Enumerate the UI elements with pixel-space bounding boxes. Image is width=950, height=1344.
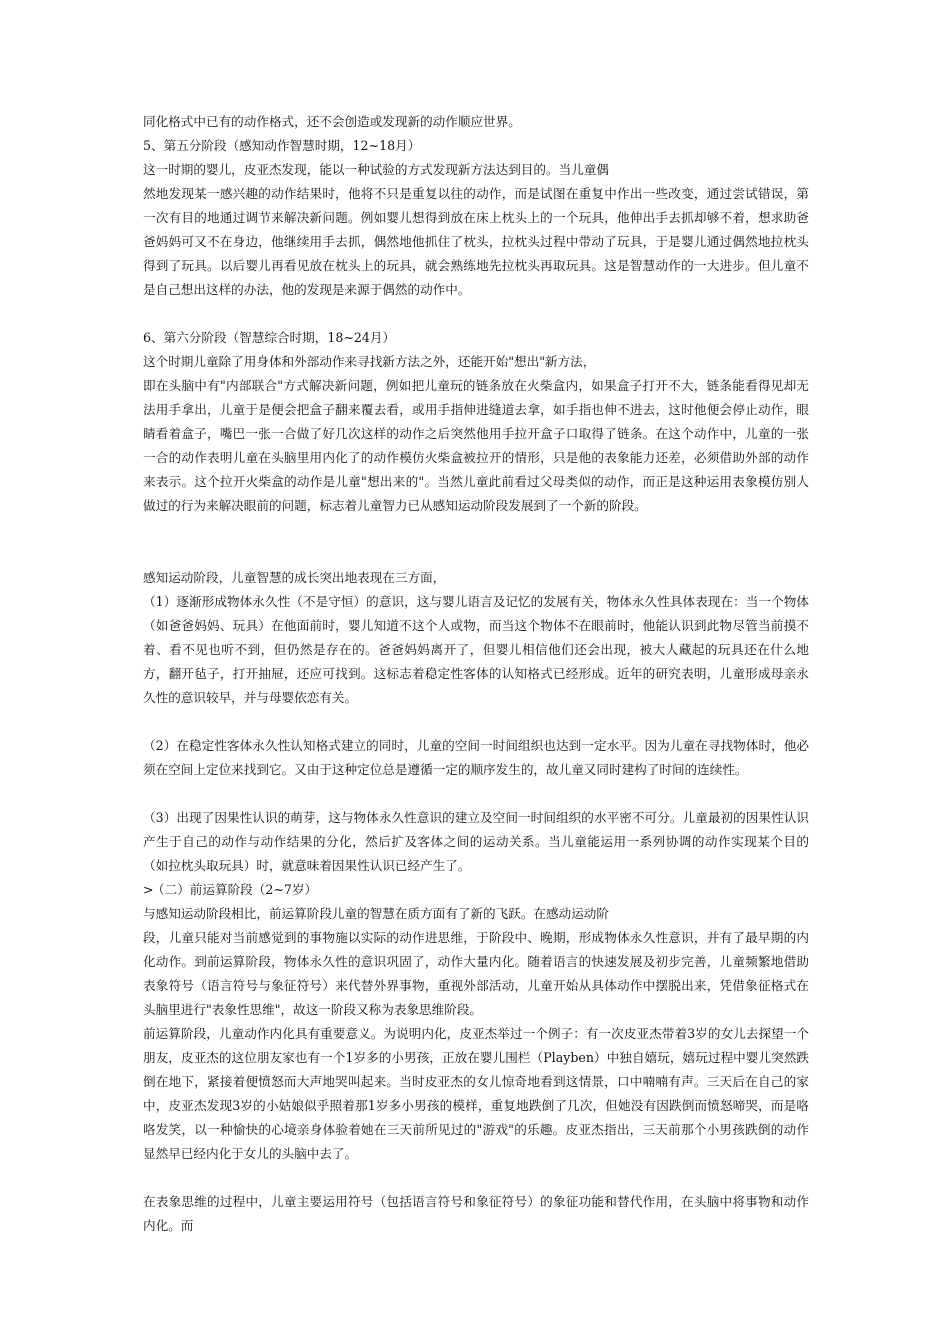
paragraph: 然地发现某一感兴趣的动作结果时，他将不只是重复以往的动作，而是试图在重复中作出一些改变，通过尝试错误，第一次有目的地通过调节来解决新问题。例如婴儿想得到放在床上枕头上的一个玩具，他伸出手去抓却够不着，想求助爸爸妈妈可又不在身边，他继续用手去抓，偶然地他抓住了枕头，拉枕头过程中带动了玩具，于是婴儿通过偶然地拉枕头得到了玩具。以后婴儿再看见放在枕头上的玩具，就会熟练地先拉枕头再取玩具。这是智慧动作的一大进步。但儿童不是自己想出这样的办法，他的发现是来源于偶然的动作中。 <box>143 186 809 297</box>
paragraph: 与感知运动阶段相比，前运算阶段儿童的智慧在质方面有了新的飞跃。在感动运动阶 <box>143 906 609 921</box>
paragraph: 在表象思维的过程中，儿童主要运用符号（包括语言符号和象征符号）的象征功能和替代作用，在头脑中将事物和动作内化。而 <box>143 1194 809 1233</box>
paragraph-point-2: （2）在稳定性客体永久性认知格式建立的同时，儿童的空间一时间组织也达到一定水平。因为儿童在寻找物体时，他必须在空间上定位来找到它。又由于这种定位总是遵循一定的顺序发生的，故儿童又同时建构了时间的连续性。 <box>143 738 809 777</box>
paragraph-point-1: （1）逐渐形成物体永久性（不是守恒）的意识，这与婴儿语言及记忆的发展有关，物体永久性具体表现在：当一个物体（如爸爸妈妈、玩具）在他面前时，婴儿知道不这个人或物，而当这个物体不在眼前时，他能认识到此物尽管当前摸不着、看不见也听不到，但仍然是存在的。爸爸妈妈离开了，但婴儿相信他们还会出现，被大人藏起的玩具还在什么地方，翻开毡子，打开抽屉，还应可找到。这标志着稳定性客体的认知格式已经形成。近年的研究表明，儿童形成母亲永久性的意识较早，并与母婴依恋有关。 <box>143 594 809 705</box>
paragraph: 同化格式中已有的动作格式，还不会创造或发现新的动作顺应世界。 <box>143 114 521 129</box>
paragraph: 这个时期儿童除了用身体和外部动作来寻找新方法之外，还能开始"想出"新方法， <box>143 354 596 369</box>
paragraph: 感知运动阶段，儿童智慧的成长突出地表现在三方面， <box>143 570 446 585</box>
paragraph: 前运算阶段，儿童动作内化具有重要意义。为说明内化，皮亚杰举过一个例子：有一次皮亚杰带着3岁的女儿去探望一个朋友，皮亚杰的这位朋友家也有一个1岁多的小男孩，正放在婴儿围栏（Playben）中独自嬉玩，嬉玩过程中婴儿突然跌倒在地下，紧接着便愤怒而大声地哭叫起来。当时皮亚杰的女儿惊奇地看到这情景，口中喃喃有声。三天后在自己的家中，皮亚杰发现3岁的小姑娘似乎照着那1岁多小男孩的模样，重复地跌倒了几次，但她没有因跌倒而愤怒啼哭，而是咯咯发笑，以一种愉快的心境亲身体验着她在三天前所见过的"游戏"的乐趣。皮亚杰指出，三天前那个小男孩跌倒的动作显然早已经内化于女儿的头脑中去了。 <box>143 1026 809 1161</box>
section-heading-stage-6: 6、第六分阶段（智慧综合时期，18~24月） <box>143 330 396 345</box>
paragraph: 即在头脑中有"内部联合"方式解决新问题，例如把儿童玩的链条放在火柴盒内，如果盒子打开不大，链条能看得见却无法用手拿出，儿童于是便会把盒子翻来覆去看，或用手指伸进缝道去拿，如手指也伸不进去，这时他便会停止动作，眼睛看着盒子，嘴巴一张一合做了好几次这样的动作之后突然他用手拉开盒子口取得了链条。在这个动作中，儿童的一张一合的动作表明儿童在头脑里用内化了的动作模仿火柴盒被拉开的情形，只是他的表象能力还差，必须借助外部的动作来表示。这个拉开火柴盒的动作是儿童"想出来的"。当然儿童此前看过父母类似的动作，而正是这种运用表象模仿别人做过的行为来解决眼前的问题，标志着儿童智力已从感知运动阶段发展到了一个新的阶段。 <box>143 378 809 513</box>
section-heading-preoperational <box>143 878 809 902</box>
paragraph-point-3: （3）出现了因果性认识的萌芽，这与物体永久性意识的建立及空间一时间组织的水平密不可分。儿童最初的因果性认识产生于自己的动作与动作结果的分化，然后扩及客体之间的运动关系。当儿童能运用一系列协调的动作实现某个目的（如拉枕头取玩具）时，就意味着因果性认识已经产生了。 <box>143 810 809 873</box>
blank-line <box>143 302 809 326</box>
blank-lines <box>143 518 809 566</box>
arrow-bullet-icon: > <box>143 882 154 897</box>
blank-line <box>143 710 809 734</box>
document-body <box>143 110 809 1238</box>
blank-line <box>143 782 809 806</box>
heading-text: （二）前运算阶段（2~7岁） <box>152 882 318 897</box>
paragraph: 这一时期的婴儿，皮亚杰发现，能以一种试验的方式发现新方法达到目的。当儿童偶 <box>143 162 609 177</box>
blank-line <box>143 1166 809 1190</box>
section-heading-stage-5: 5、第五分阶段（感知动作智慧时期，12~18月） <box>143 138 421 153</box>
paragraph: 段，儿童只能对当前感觉到的事物施以实际的动作进思维，于阶段中、晚期，形成物体永久性意识，并有了最早期的内化动作。到前运算阶段，物体永久性的意识巩固了，动作大量内化。随着语言的快速发展及初步完善，儿童频繁地借助表象符号（语言符号与象征符号）来代替外界事物，重视外部活动，儿童开始从具体动作中摆脱出来，凭借象征格式在头脑里进行"表象性思维"，故这一阶段又称为表象思维阶段。 <box>143 930 809 1017</box>
